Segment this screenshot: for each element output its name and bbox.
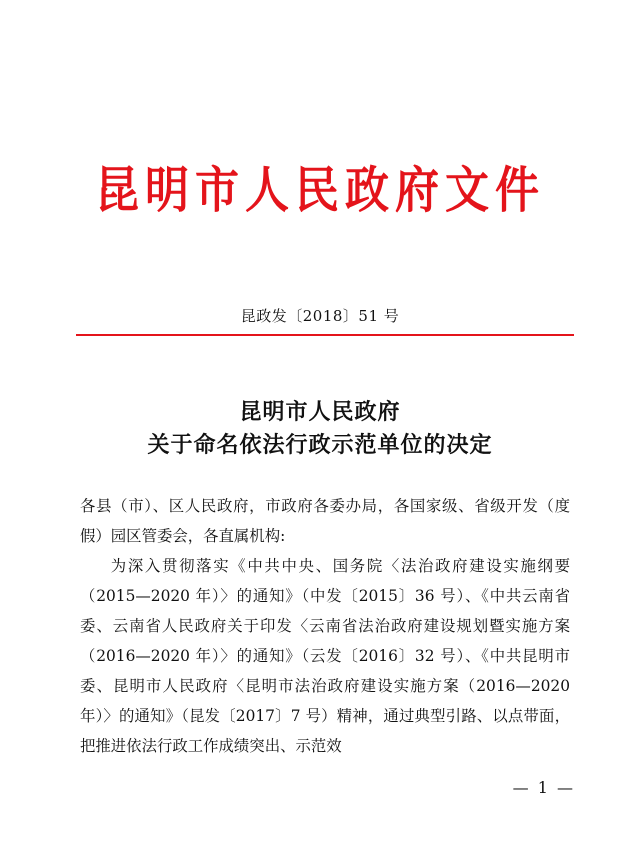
page-number: — 1 — [512,778,575,797]
body-paragraph: 为深入贯彻落实《中共中央、国务院〈法治政府建设实施纲要（2015—2020 年）〉的通知》（中发〔2015〕36 号）、《中共云南省委、云南省人民政府关于印发〈云南省法治政府建设规划暨实施方案（2016—2020 年）〉的通知》（云发〔2016〕32 号）、《中共昆明市委、昆明市人民政府〈昆明市法治政府建设实施方案（2016—2020 年）〉的通知》（昆发〔2017〕7 号）精神，通过典型引路、以点带面，把推进依法行政工作成绩突出、示范效 [80,557,570,755]
document-title-line-2: 关于命名依法行政示范单位的决定 [147,432,493,458]
document-header-title: 昆明市人民政府文件 [95,162,545,220]
body-paragraph-block [80,551,570,761]
salutation-text: 各县（市）、区人民政府，市政府各委办局，各国家级、省级开发（度假）园区管委会，各直属机构: [80,497,570,545]
red-separator-line [76,334,574,336]
document-number: 昆政发〔2018〕51 号 [240,307,400,325]
salutation-block [80,491,570,551]
document-title-line-1: 昆明市人民政府 [239,399,401,425]
